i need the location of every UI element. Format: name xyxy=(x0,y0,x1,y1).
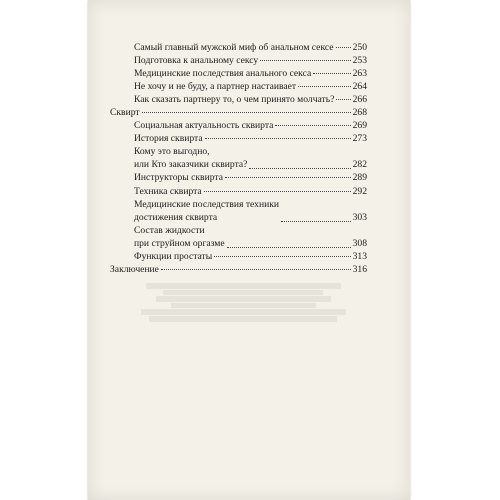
toc-page-number: 289 xyxy=(352,172,367,184)
dot-leader xyxy=(336,99,350,100)
toc-page-number: 316 xyxy=(352,263,367,275)
toc-entry-title: Техника сквирта xyxy=(134,185,202,197)
toc-entry-title: Подготовка к анальному сексу xyxy=(134,55,259,67)
toc-entry xyxy=(88,67,410,80)
dot-leader xyxy=(227,247,351,248)
toc-entry xyxy=(88,263,410,276)
toc-page-number: 269 xyxy=(352,120,367,132)
toc-entry xyxy=(88,224,410,250)
toc-page-number: 264 xyxy=(352,81,367,93)
dot-leader xyxy=(249,168,350,169)
toc-entry xyxy=(88,106,410,119)
dot-leader xyxy=(260,60,350,61)
toc-entry-title: Сквирт xyxy=(110,107,140,119)
show-through-text xyxy=(118,283,368,323)
toc-page-number: 263 xyxy=(352,68,367,80)
toc-entry xyxy=(88,119,410,132)
toc-entry xyxy=(88,145,410,171)
dot-leader xyxy=(204,191,351,192)
toc-entry xyxy=(88,80,410,93)
toc-entry xyxy=(88,93,410,106)
toc-page-number: 268 xyxy=(352,107,367,119)
dot-leader xyxy=(142,112,351,113)
dot-leader xyxy=(275,125,350,126)
dot-leader xyxy=(205,138,351,139)
toc-entry xyxy=(88,198,410,224)
book-page xyxy=(88,0,410,500)
toc-entry-title: Состав жидкости при струйном оргазме xyxy=(134,224,225,249)
toc-entry-title: Социальная актуальность сквирта xyxy=(134,120,274,132)
dot-leader xyxy=(281,221,351,222)
toc-entry xyxy=(88,54,410,67)
toc-page-number: 292 xyxy=(352,185,367,197)
toc-entry-title: История сквирта xyxy=(134,133,203,145)
toc-entry-title: Функции простаты xyxy=(134,250,213,262)
toc-page-number: 250 xyxy=(352,42,367,53)
dot-leader xyxy=(336,47,351,48)
toc-entry xyxy=(88,250,410,263)
dot-leader xyxy=(225,177,351,178)
dot-leader xyxy=(161,269,351,270)
toc-entry-title: Самый главный мужской миф об анальном сексе xyxy=(134,42,334,53)
toc-page-number: 303 xyxy=(352,211,367,223)
toc-entry-title: Кому это выгодно, или Кто заказчики сквирта? xyxy=(134,146,248,171)
toc-entry-title: Не хочу и не буду, а партнер настаивает xyxy=(134,81,297,93)
toc-entry xyxy=(88,171,410,184)
toc-page-number: 273 xyxy=(352,133,367,145)
dot-leader xyxy=(313,73,350,74)
toc-page-number: 308 xyxy=(352,237,367,249)
toc-entry-title: Инструкторы сквирта xyxy=(134,172,223,184)
toc-entry-title: Медицинские последствия анального секса xyxy=(134,68,312,80)
dot-leader xyxy=(298,86,351,87)
toc-page-number: 282 xyxy=(352,159,367,171)
toc-entry xyxy=(88,185,410,198)
toc-page-number: 266 xyxy=(352,94,367,106)
table-of-contents xyxy=(88,41,410,276)
dot-leader xyxy=(214,256,350,257)
toc-entry xyxy=(88,41,410,54)
toc-entry-title: Медицинские последствия техники достижения сквирта xyxy=(134,198,280,223)
toc-entry xyxy=(88,132,410,145)
toc-page-number: 313 xyxy=(352,250,367,262)
toc-entry-title: Как сказать партнеру то, о чем принято молчать? xyxy=(134,94,335,106)
toc-page-number: 253 xyxy=(352,55,367,67)
toc-entry-title: Заключение xyxy=(110,263,159,275)
